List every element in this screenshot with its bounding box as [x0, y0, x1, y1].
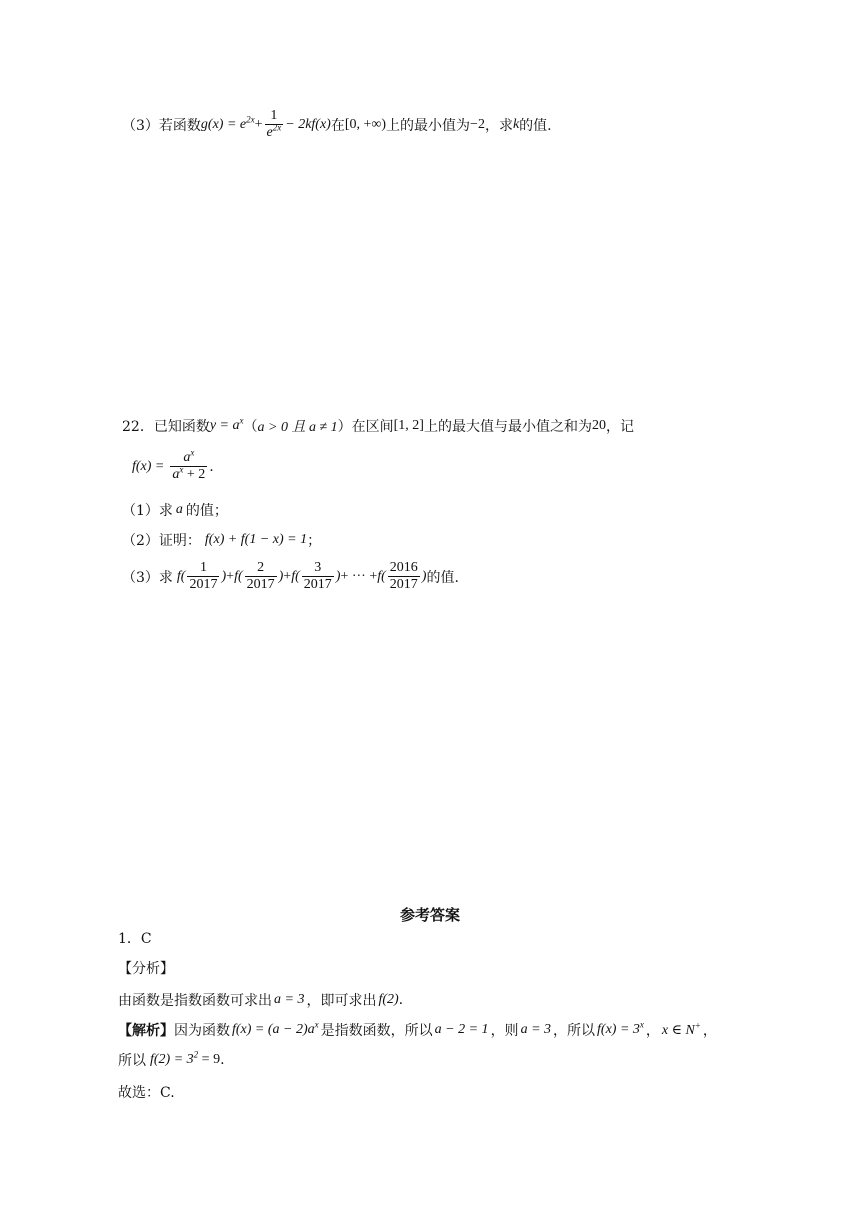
sol-line2-end: . — [220, 1052, 225, 1068]
paren-open: （ — [243, 419, 258, 435]
q22-part1 — [122, 500, 228, 520]
identity-expr: f(x) + f(1 − x) = 1 — [204, 532, 308, 547]
sol-expr-3: a = 3 — [520, 1022, 552, 1037]
sol-expr-4: $f(x) = 3^x$ — [597, 1019, 644, 1037]
analysis-text-2: ，即可求出 — [306, 993, 377, 1009]
part1-suffix: 的值； — [185, 503, 228, 519]
analysis-end: . — [398, 992, 404, 1008]
q22-number: 22．已知函数 — [122, 419, 210, 435]
sol-text-1: 因为函数 — [174, 1023, 230, 1039]
solution-label: 【解析】 — [118, 1023, 174, 1039]
plus-1: + — [226, 568, 235, 584]
interval-1-2: [1, 2] — [393, 418, 424, 433]
fx-label: f(x) = — [132, 458, 165, 474]
sol-expr-1: $f(x) = (a - 2)a^x$ — [232, 1019, 319, 1037]
sol-expr-5: x ∈ N+ — [661, 1019, 701, 1038]
analysis-expr-2: f(2) — [378, 992, 399, 1007]
f-open-3: f( — [291, 568, 300, 584]
text-find: ，求 — [484, 117, 513, 134]
f-close-2: ) — [278, 568, 284, 584]
part3-prefix: （3）求 — [122, 569, 173, 586]
choose-text: 故选：C. — [118, 1085, 175, 1101]
analysis-text-1: 由函数是指数函数可求出 — [118, 993, 272, 1009]
part2-prefix: （2）证明： — [122, 533, 201, 549]
fraction-denominator: $a^x + 2$ — [172, 464, 206, 482]
plus-sign: + — [254, 116, 263, 132]
part2-suffix: ； — [307, 533, 322, 549]
fraction-term-1: $\frac{1}{2017}$ — [189, 560, 218, 592]
sol-line2-expr: $f(2) = 3^2 = 9$ — [150, 1049, 221, 1067]
fraction-term-3: $\frac{3}{2017}$ — [303, 560, 332, 592]
analysis-expr-1: a = 3 — [274, 992, 305, 1007]
f-close-1: ) — [221, 568, 227, 584]
part1-prefix: （1）求 — [122, 503, 173, 519]
sol-text-3: ，则 — [490, 1023, 519, 1039]
q21-part3-prefix: （3）若函数 — [122, 117, 201, 134]
fraction-denominator: $e^{2x}$ — [266, 122, 282, 140]
sol-text-6: ， — [702, 1023, 717, 1039]
period: . — [209, 458, 214, 475]
fraction-term-2: $\frac{2}{2017}$ — [246, 560, 275, 592]
solution-line-2 — [118, 1050, 225, 1070]
f-close-3: ) — [335, 568, 341, 584]
sol-expr-2: a − 2 = 1 — [434, 1022, 489, 1037]
fraction-numerator: $a^x$ — [183, 447, 195, 465]
text-min-value: 上的最小值为 — [386, 117, 471, 134]
choose-line — [118, 1082, 175, 1102]
answer-1-text: 1．C — [118, 931, 152, 947]
f-open-2: f( — [234, 568, 243, 584]
fraction-term-2016: $\frac{2016}{2017}$ — [389, 560, 418, 592]
part3-suffix: 的值. — [426, 569, 459, 586]
interval-0-inf: [0, +∞) — [344, 116, 387, 132]
f-open-4: f( — [377, 568, 386, 584]
paren-close: ）在区间 — [337, 419, 394, 435]
q22-fx-definition — [132, 447, 214, 483]
g-function-expr: $g(x) = e^{2x}$ — [200, 113, 255, 132]
text-end: 的值. — [519, 117, 552, 134]
min-value: −2 — [470, 116, 485, 132]
q22-part2 — [122, 530, 321, 550]
sol-line2-text: 所以 — [118, 1053, 146, 1069]
sol-text-4: ，所以 — [553, 1023, 596, 1039]
ellipsis-plus: + ··· + — [340, 568, 378, 584]
sol-text-2: 是指数函数，所以 — [320, 1023, 433, 1039]
q22-line1 — [122, 416, 634, 436]
y-eq-ax: $y = a^x$ — [209, 415, 244, 433]
text-in: 在 — [330, 117, 345, 134]
sum-value: 20 — [591, 418, 606, 433]
text-max-min-sum: 上的最大值与最小值之和为 — [423, 419, 592, 435]
fraction-1-over-e2x — [265, 108, 284, 141]
answer-1 — [118, 928, 152, 948]
analysis-text-line — [118, 990, 403, 1010]
sol-text-5: ， — [645, 1023, 660, 1039]
f-close-4: ) — [421, 568, 427, 584]
analysis-label: 【分析】 — [118, 961, 174, 977]
solution-line-1 — [118, 1020, 717, 1040]
var-k: k — [512, 116, 520, 132]
text-denote: ，记 — [605, 419, 634, 435]
answers-title: 参考答案 — [399, 906, 460, 924]
var-a: a — [175, 502, 183, 517]
minus-2kfx: − 2kf(x) — [285, 116, 331, 132]
fraction-ax-over-ax-plus-2 — [170, 447, 207, 483]
q22-part3 — [122, 560, 459, 593]
q21-part3-line — [122, 108, 552, 141]
plus-2: + — [283, 568, 292, 584]
f-open-1: f( — [176, 568, 186, 584]
condition-a: a > 0 且 a ≠ 1 — [257, 420, 338, 435]
analysis-label-line — [118, 958, 174, 978]
fraction-numerator: 1 — [270, 108, 278, 123]
